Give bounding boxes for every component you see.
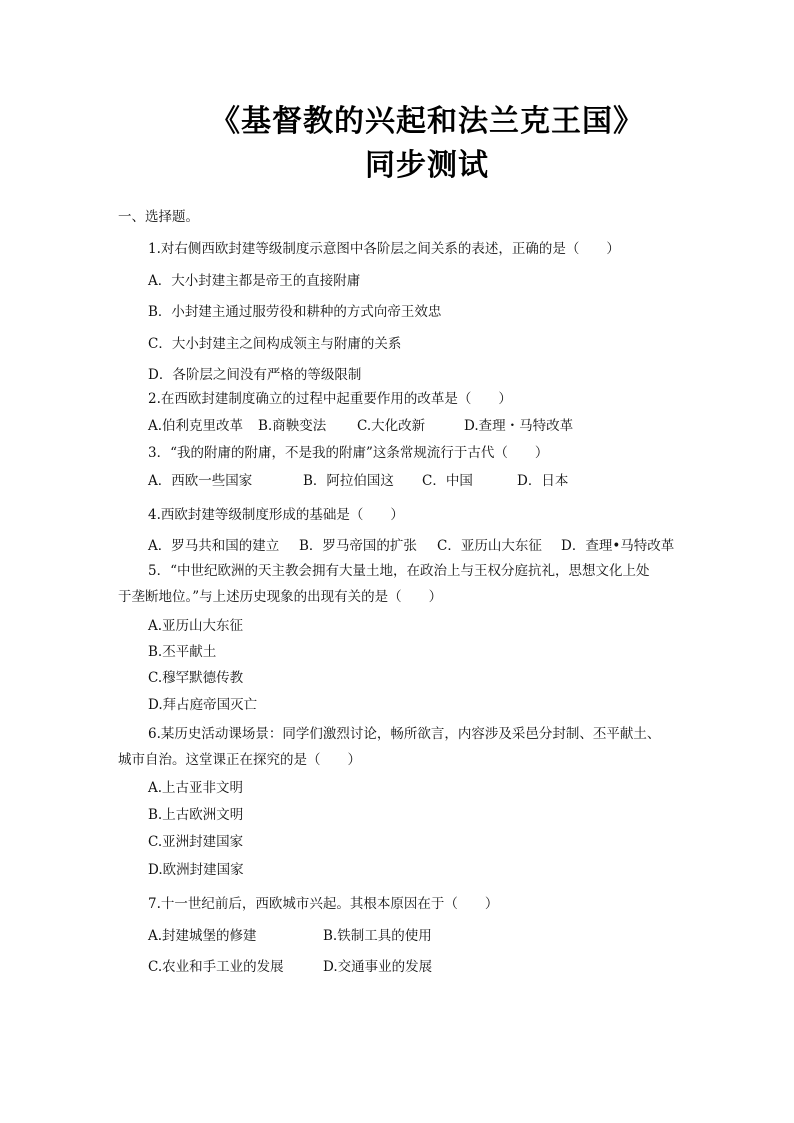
question-3-option-d: D．日本 xyxy=(517,473,569,489)
question-7-stem: 7.十一世纪前后，西欧城市兴起。其根本原因在于（ ） xyxy=(148,896,499,912)
question-6-option-d: D.欧洲封建国家 xyxy=(148,862,244,878)
question-5-option-b: B.丕平献土 xyxy=(148,644,217,660)
question-7-option-b: B.铁制工具的使用 xyxy=(323,928,432,944)
question-7-option-c: C.农业和手工业的发展 xyxy=(148,959,284,975)
question-6-option-a: A.上古亚非文明 xyxy=(148,780,244,796)
question-5-option-c: C.穆罕默德传教 xyxy=(148,670,244,686)
question-5-stem: 5．“中世纪欧洲的天主教会拥有大量土地，在政治上与王权分庭抗礼，思想文化上处 xyxy=(148,563,650,579)
question-1-option-d: D．各阶层之间没有严格的等级限制 xyxy=(148,367,362,383)
question-1-stem: 1.对右侧西欧封建等级制度示意图中各阶层之间关系的表述，正确的是（ ） xyxy=(148,241,620,257)
question-3-option-c: C．中国 xyxy=(422,473,473,489)
question-5-option-d: D.拜占庭帝国灭亡 xyxy=(148,697,258,713)
question-4-option-b: B．罗马帝国的扩张 xyxy=(299,538,417,554)
question-5-stem-continued: 于垄断地位。”与上述历史现象的出现有关的是（ ） xyxy=(118,589,443,605)
question-4-stem: 4.西欧封建等级制度形成的基础是（ ） xyxy=(148,507,404,523)
question-1-option-c: C．大小封建主之间构成领主与附庸的关系 xyxy=(148,336,402,352)
question-5-option-a: A.亚历山大东征 xyxy=(148,618,244,634)
question-1-option-b: B．小封建主通过服劳役和耕种的方式向帝王效忠 xyxy=(148,304,442,320)
document-subtitle: 同步测试 xyxy=(365,148,489,183)
question-4-option-c: C．亚历山大东征 xyxy=(437,538,542,554)
question-4-option-a: A．罗马共和国的建立 xyxy=(148,538,280,554)
question-2-option-d: D.查理・马特改革 xyxy=(464,418,574,434)
question-6-stem-continued: 城市自治。这堂课正在探究的是（ ） xyxy=(118,752,361,768)
question-7-option-d: D.交通事业的发展 xyxy=(323,959,433,975)
question-2-stem: 2.在西欧封建制度确立的过程中起重要作用的改革是（ ） xyxy=(148,391,512,407)
question-6-stem: 6.某历史活动课场景：同学们激烈讨论，畅所欲言，内容涉及采邑分封制、丕平献土、 xyxy=(148,726,661,742)
question-2-option-b: B.商鞅变法 xyxy=(258,418,327,434)
question-2-option-a: A.伯利克里改革 xyxy=(148,418,244,434)
question-6-option-b: B.上古欧洲文明 xyxy=(148,807,244,823)
question-3-option-a: A．西欧一些国家 xyxy=(148,473,253,489)
question-4-option-d: D．查理•马特改革 xyxy=(561,538,675,554)
section-heading: 一、选择题。 xyxy=(118,209,199,225)
question-3-option-b: B．阿拉伯国这 xyxy=(303,473,394,489)
question-7-option-a: A.封建城堡的修建 xyxy=(148,928,257,944)
question-2-option-c: C.大化改新 xyxy=(357,418,426,434)
question-3-stem: 3．“我的附庸的附庸，不是我的附庸”这条常规流行于古代（ ） xyxy=(148,445,549,461)
question-6-option-c: C.亚洲封建国家 xyxy=(148,834,244,850)
question-1-option-a: A．大小封建主都是帝王的直接附庸 xyxy=(148,273,361,289)
document-title: 《基督教的兴起和法兰克王国》 xyxy=(210,104,644,139)
